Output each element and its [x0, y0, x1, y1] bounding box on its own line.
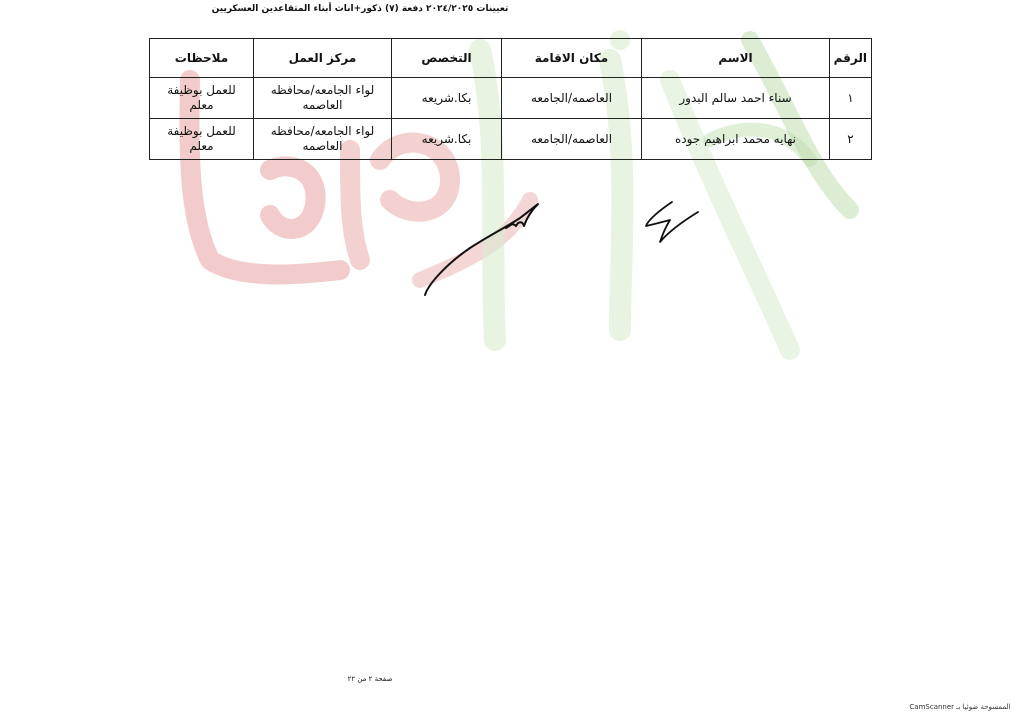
table-header-row [150, 39, 872, 78]
document-title: تعيينات ٢٠٢٤/٢٠٢٥ دفعة (٧) ذكور+اناث أبناء المتقاعدين العسكريين [211, 4, 509, 14]
scanner-label: الممسوحة ضوئيا بـ CamScanner [909, 703, 1011, 711]
cell-notes: للعمل بوظيفة معلم [150, 78, 254, 119]
header-work-center: مركز العمل [254, 39, 392, 78]
table-row [150, 78, 872, 119]
cell-name: نهايه محمد ابراهيم جوده [642, 119, 830, 160]
page-number: صفحة ٢ من ٢٢ [347, 675, 393, 683]
header-name: الاسم [642, 39, 830, 78]
header-number: الرقم [830, 39, 872, 78]
cell-number: ٢ [830, 119, 872, 160]
header-residence: مكان الاقامة [502, 39, 642, 78]
cell-work-center: لواء الجامعه/محافظه العاصمه [254, 78, 392, 119]
appointments-table [149, 38, 872, 160]
signatures [400, 190, 730, 310]
cell-specialty: بكا.شريعه [392, 78, 502, 119]
cell-residence: العاصمه/الجامعه [502, 119, 642, 160]
cell-number: ١ [830, 78, 872, 119]
header-notes: ملاحظات [150, 39, 254, 78]
table-row [150, 119, 872, 160]
cell-work-center: لواء الجامعه/محافظه العاصمه [254, 119, 392, 160]
signature-left [425, 204, 538, 295]
cell-residence: العاصمه/الجامعه [502, 78, 642, 119]
header-specialty: التخصص [392, 39, 502, 78]
signature-right [646, 202, 698, 242]
cell-name: سناء احمد سالم البدور [642, 78, 830, 119]
cell-specialty: بكا.شريعه [392, 119, 502, 160]
cell-notes: للعمل بوظيفة معلم [150, 119, 254, 160]
